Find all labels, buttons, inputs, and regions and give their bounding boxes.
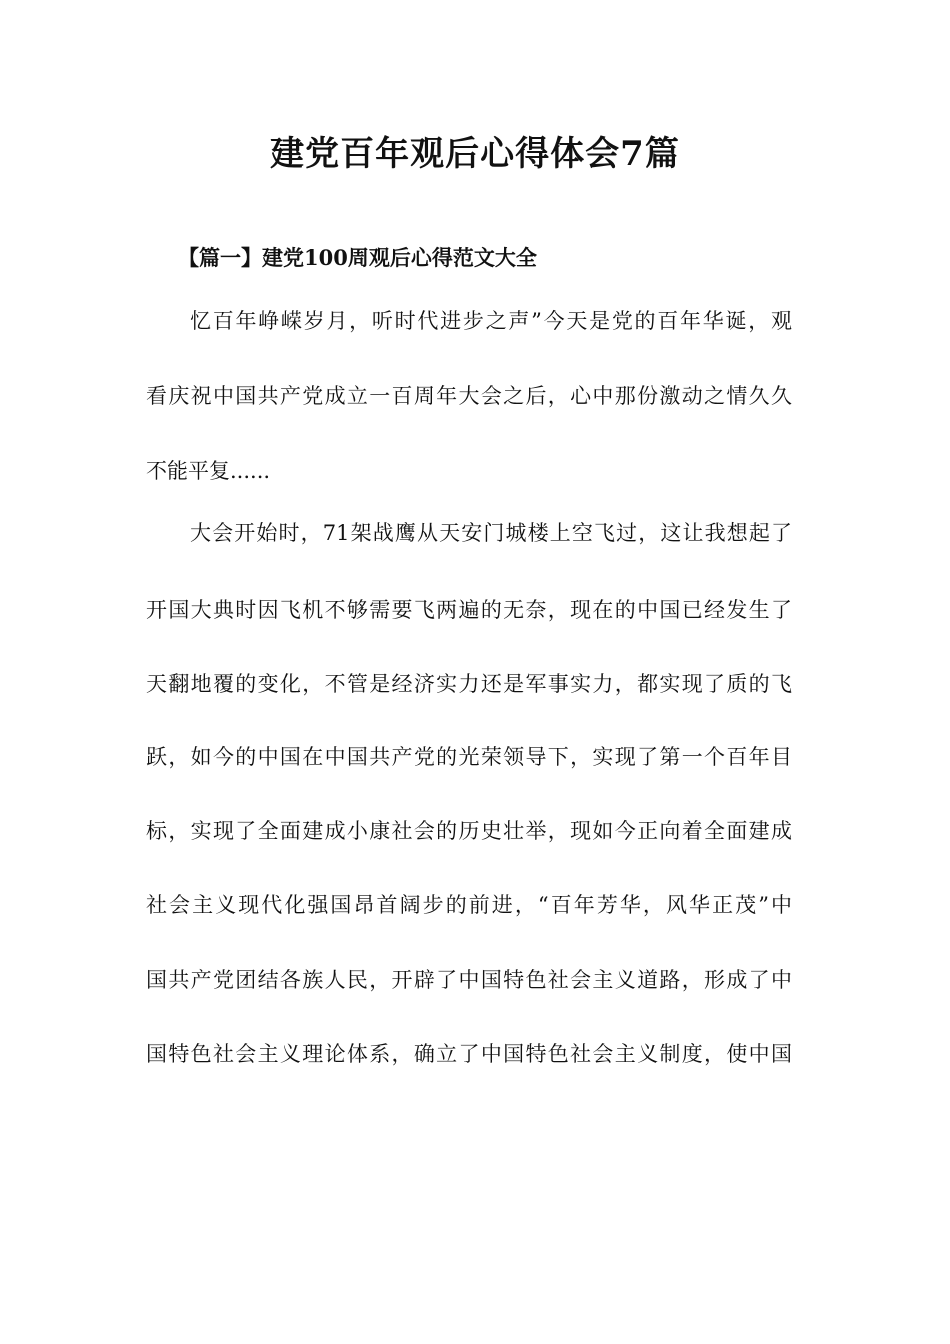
paragraph-2-line-2: 开国大典时因飞机不够需要飞两遍的无奈，现在的中国已经发生了 <box>146 598 792 622</box>
paragraph-2-line-4: 跃，如今的中国在中国共产党的光荣领导下，实现了第一个百年目 <box>146 745 792 769</box>
document-title: 建党百年观后心得体会7篇 <box>270 134 680 174</box>
paragraph-2-line-1: 大会开始时，71架战鹰从天安门城楼上空飞过，这让我想起了 <box>190 521 792 545</box>
section-heading: 【篇一】建党100周观后心得范文大全 <box>178 245 537 270</box>
paragraph-1-line-2: 看庆祝中国共产党成立一百周年大会之后，心中那份激动之情久久 <box>146 384 792 408</box>
paragraph-1-line-3: 不能平复...... <box>146 459 271 483</box>
paragraph-2-line-8: 国特色社会主义理论体系，确立了中国特色社会主义制度，使中国 <box>146 1042 792 1066</box>
paragraph-2-line-5: 标，实现了全面建成小康社会的历史壮举，现如今正向着全面建成 <box>146 819 792 843</box>
paragraph-1-line-1: 忆百年峥嵘岁月，听时代进步之声”今天是党的百年华诞，观 <box>190 309 792 333</box>
paragraph-2-line-6: 社会主义现代化强国昂首阔步的前进，“百年芳华，风华正茂”中 <box>146 893 792 917</box>
paragraph-2-line-3: 天翻地覆的变化，不管是经济实力还是军事实力，都实现了质的飞 <box>146 672 792 696</box>
paragraph-2-line-7: 国共产党团结各族人民，开辟了中国特色社会主义道路，形成了中 <box>146 968 792 992</box>
